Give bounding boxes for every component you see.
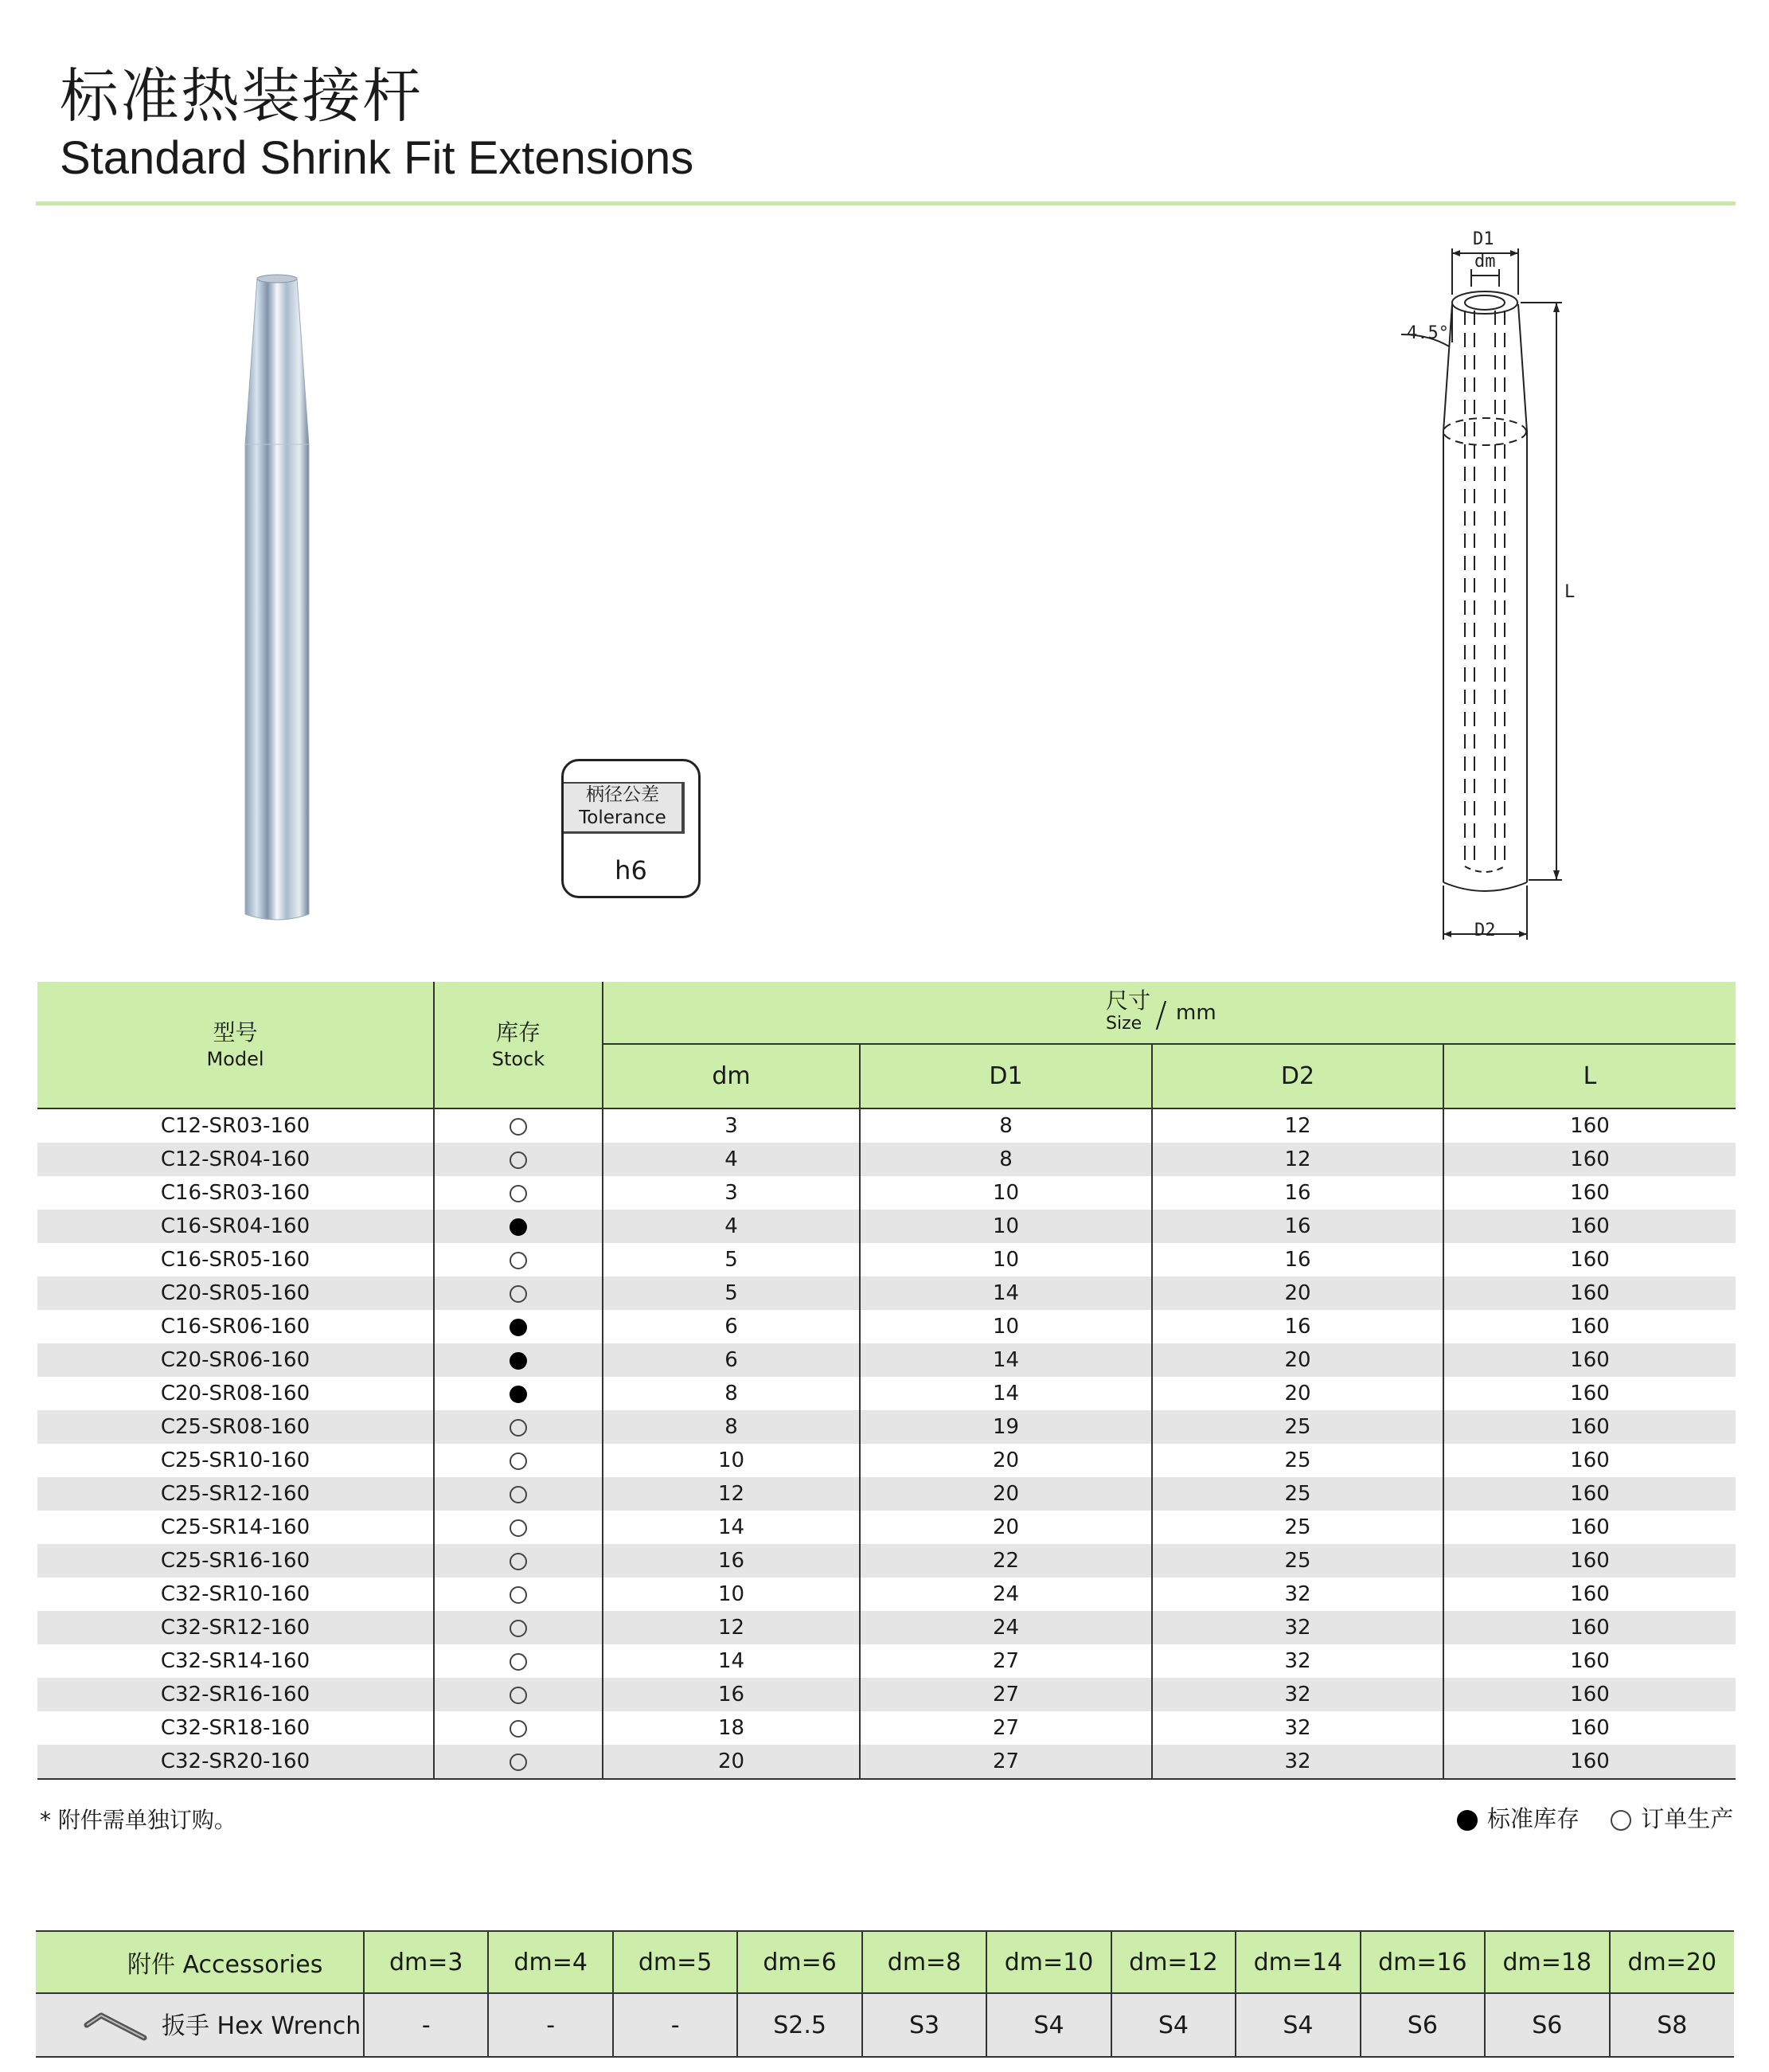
hex-wrench-label-cell [36, 1993, 364, 2057]
stock-cell [434, 1711, 603, 1745]
accessory-value: S4 [1236, 1993, 1360, 2057]
empty-circle-icon [510, 1620, 527, 1637]
stock-cell [434, 1745, 603, 1779]
dm-cell: 16 [603, 1678, 860, 1711]
col-d2: D2 [1152, 1044, 1443, 1108]
accessory-value: - [613, 1993, 737, 2057]
header-stock [434, 982, 603, 1108]
table-row [37, 1276, 1736, 1310]
model-cell: C32-SR14-160 [160, 1649, 310, 1673]
dm-cell: 3 [603, 1108, 860, 1143]
empty-circle-icon [510, 1285, 527, 1303]
model-cell: C20-SR06-160 [37, 1343, 434, 1377]
d2-cell: 25 [1152, 1410, 1443, 1444]
col-dm: dm [603, 1044, 860, 1108]
hex-wrench-label: 扳手 Hex Wrench [162, 2012, 361, 2041]
accessory-col-header: dm=8 [862, 1931, 986, 1993]
d1-cell: 20 [860, 1444, 1152, 1477]
accessory-value: S4 [986, 1993, 1111, 2057]
l-cell: 160 [1443, 1143, 1736, 1176]
dm-cell: 6 [603, 1343, 860, 1377]
table-row [37, 1577, 1736, 1611]
tolerance-box [561, 759, 701, 898]
accessory-col-header: dm=18 [1485, 1931, 1609, 1993]
header-model [37, 982, 434, 1108]
d1-cell: 14 [860, 1377, 1152, 1410]
table-row [37, 1210, 1736, 1243]
legend-order-label: 订单生产 [1641, 1805, 1734, 1832]
legend [1433, 1801, 1733, 1834]
d2-cell: 12 [1152, 1108, 1443, 1143]
empty-circle-icon [510, 1720, 527, 1738]
d1-cell: 27 [860, 1711, 1152, 1745]
stock-cell [434, 1310, 603, 1343]
d1-cell: 14 [860, 1276, 1152, 1310]
l-cell: 160 [1443, 1477, 1736, 1511]
stock-cell [434, 1243, 603, 1276]
stock-cell [434, 1108, 603, 1143]
empty-circle-icon [510, 1486, 527, 1503]
table-row [37, 1410, 1736, 1444]
model-cell: C32-SR16-160 [37, 1678, 434, 1711]
d1-cell: 20 [860, 1511, 1152, 1544]
header-model-en: Model [206, 1048, 264, 1070]
dm-cell: 6 [603, 1310, 860, 1343]
table-row [37, 1544, 1736, 1577]
d2-cell: 16 [1152, 1310, 1443, 1343]
stock-cell [434, 1577, 603, 1611]
d1-cell: 19 [860, 1410, 1152, 1444]
empty-circle-icon [510, 1252, 527, 1269]
d1-cell: 8 [860, 1108, 1152, 1143]
header-size-en: Size [1106, 1013, 1142, 1034]
empty-circle-icon [510, 1553, 527, 1570]
tolerance-label-en: Tolerance [579, 807, 666, 828]
legend-order [1611, 1801, 1733, 1834]
model-cell: C20-SR08-160 [160, 1382, 310, 1405]
l-cell: 160 [1443, 1210, 1736, 1243]
accessory-col-header: dm=10 [986, 1931, 1111, 1993]
model-cell: C25-SR12-160 [37, 1477, 434, 1511]
header-size-unit: mm [1176, 1000, 1216, 1025]
model-cell: C16-SR06-160 [160, 1315, 310, 1339]
filled-circle-icon [1457, 1810, 1478, 1831]
accessory-col-header: dm=5 [613, 1931, 737, 1993]
accessory-value: S8 [1610, 1993, 1734, 2057]
d1-cell: 10 [860, 1310, 1152, 1343]
accessory-col-header: dm=3 [364, 1931, 488, 1993]
empty-circle-icon [510, 1185, 527, 1202]
model-cell: C20-SR05-160 [37, 1276, 434, 1310]
header-size-cn: 尺寸 [1106, 987, 1151, 1014]
d2-cell: 16 [1152, 1176, 1443, 1210]
filled-circle-icon [510, 1319, 527, 1336]
dm-cell: 14 [603, 1511, 860, 1544]
technical-drawing [1385, 231, 1592, 956]
model-cell: C12-SR03-160 [160, 1114, 310, 1138]
model-cell: C12-SR04-160 [37, 1143, 434, 1176]
accessory-col-header: dm=12 [1111, 1931, 1236, 1993]
stock-cell [434, 1544, 603, 1577]
empty-circle-icon [510, 1151, 527, 1169]
label-d2: D2 [1474, 921, 1496, 940]
dm-cell: 5 [603, 1276, 860, 1310]
d2-cell: 16 [1152, 1243, 1443, 1276]
empty-circle-icon [1611, 1810, 1631, 1831]
l-cell: 160 [1443, 1577, 1736, 1611]
accessory-col-header: dm=14 [1236, 1931, 1360, 1993]
table-row [37, 1310, 1736, 1343]
empty-circle-icon [510, 1519, 527, 1537]
footnote: * 附件需单独订购。 [40, 1807, 236, 1833]
header-stock-cn: 库存 [495, 1019, 541, 1046]
stock-cell [434, 1143, 603, 1176]
label-d1: D1 [1473, 231, 1494, 249]
table-row [37, 1511, 1736, 1544]
l-cell: 160 [1443, 1711, 1736, 1745]
l-cell: 160 [1443, 1410, 1736, 1444]
page-title-en: Standard Shrink Fit Extensions [60, 132, 694, 184]
model-cell: C25-SR16-160 [37, 1544, 434, 1577]
stock-cell [434, 1477, 603, 1511]
stock-cell [434, 1210, 603, 1243]
d1-cell: 8 [860, 1143, 1152, 1176]
model-cell: C16-SR04-160 [37, 1210, 434, 1243]
l-cell: 160 [1443, 1343, 1736, 1377]
spec-table [37, 982, 1736, 1780]
d2-cell: 32 [1152, 1577, 1443, 1611]
slash: / [1155, 994, 1167, 1035]
d1-cell: 27 [860, 1644, 1152, 1678]
stock-cell [434, 1511, 603, 1544]
hex-wrench-icon [84, 2011, 150, 2044]
accessory-col-header: dm=20 [1610, 1931, 1734, 1993]
d1-cell: 20 [860, 1477, 1152, 1511]
model-cell: C16-SR03-160 [160, 1181, 310, 1205]
d2-cell: 32 [1152, 1644, 1443, 1678]
d2-cell: 25 [1152, 1444, 1443, 1477]
accessory-col-header: dm=4 [488, 1931, 612, 1993]
dm-cell: 3 [603, 1176, 860, 1210]
accessory-col-header: dm=16 [1361, 1931, 1485, 1993]
stock-cell [434, 1678, 603, 1711]
d1-cell: 10 [860, 1176, 1152, 1210]
empty-circle-icon [510, 1419, 527, 1437]
col-d1: D1 [860, 1044, 1152, 1108]
dm-cell: 8 [603, 1410, 860, 1444]
d2-cell: 12 [1152, 1143, 1443, 1176]
tolerance-value: h6 [615, 855, 647, 885]
l-cell: 160 [1443, 1678, 1736, 1711]
d2-cell: 25 [1152, 1544, 1443, 1577]
filled-circle-icon [510, 1218, 527, 1236]
table-row [37, 1343, 1736, 1377]
l-cell: 160 [1443, 1276, 1736, 1310]
dm-cell: 10 [603, 1577, 860, 1611]
dm-cell: 4 [603, 1143, 860, 1176]
d2-cell: 32 [1152, 1745, 1443, 1779]
d1-cell: 27 [860, 1745, 1152, 1779]
model-cell: C25-SR14-160 [160, 1515, 310, 1539]
d2-cell: 20 [1152, 1276, 1443, 1310]
tolerance-label-cn: 柄径公差 [586, 784, 659, 805]
empty-circle-icon [510, 1452, 527, 1470]
d1-cell: 27 [860, 1678, 1152, 1711]
col-l: L [1443, 1044, 1736, 1108]
stock-cell [434, 1410, 603, 1444]
l-cell: 160 [1443, 1644, 1736, 1678]
label-l: L [1564, 582, 1576, 602]
stock-cell [434, 1644, 603, 1678]
model-cell: C25-SR08-160 [37, 1410, 434, 1444]
l-cell: 160 [1443, 1745, 1736, 1779]
stock-cell [434, 1176, 603, 1210]
title-divider [36, 201, 1736, 205]
d2-cell: 25 [1152, 1511, 1443, 1544]
dm-cell: 10 [603, 1444, 860, 1477]
empty-circle-icon [510, 1586, 527, 1604]
d2-cell: 32 [1152, 1611, 1443, 1644]
dm-cell: 5 [603, 1243, 860, 1276]
table-row [37, 1143, 1736, 1176]
stock-cell [434, 1377, 603, 1410]
d1-cell: 24 [860, 1611, 1152, 1644]
accessory-value: S2.5 [737, 1993, 861, 2057]
label-dm: dm [1474, 252, 1496, 272]
table-row [37, 1745, 1736, 1779]
filled-circle-icon [510, 1386, 527, 1403]
table-row [37, 1477, 1736, 1511]
l-cell: 160 [1443, 1108, 1736, 1143]
table-row [37, 1176, 1736, 1210]
dm-cell: 20 [603, 1745, 860, 1779]
d2-cell: 20 [1152, 1377, 1443, 1410]
page-title-cn: 标准热装接杆 [60, 62, 423, 131]
stock-cell [434, 1611, 603, 1644]
model-cell: C25-SR10-160 [160, 1448, 310, 1472]
dm-cell: 12 [603, 1477, 860, 1511]
dm-cell: 12 [603, 1611, 860, 1644]
table-row [37, 1678, 1736, 1711]
table-row [37, 1377, 1736, 1410]
dm-cell: 14 [603, 1644, 860, 1678]
empty-circle-icon [510, 1687, 527, 1704]
header-size [603, 982, 1736, 1044]
d2-cell: 32 [1152, 1678, 1443, 1711]
dm-cell: 4 [603, 1210, 860, 1243]
model-cell: C32-SR10-160 [160, 1582, 310, 1606]
accessory-value: S4 [1111, 1993, 1236, 2057]
l-cell: 160 [1443, 1176, 1736, 1210]
dm-cell: 18 [603, 1711, 860, 1745]
tolerance-label [564, 782, 685, 834]
dm-cell: 16 [603, 1544, 860, 1577]
accessory-value: - [364, 1993, 488, 2057]
d1-cell: 14 [860, 1343, 1152, 1377]
table-row [37, 1611, 1736, 1644]
l-cell: 160 [1443, 1243, 1736, 1276]
stock-cell [434, 1444, 603, 1477]
l-cell: 160 [1443, 1611, 1736, 1644]
model-cell: C32-SR20-160 [37, 1745, 434, 1779]
accessories-header: 附件 Accessories [36, 1931, 364, 1993]
l-cell: 160 [1443, 1444, 1736, 1477]
stock-cell [434, 1343, 603, 1377]
dm-cell: 8 [603, 1377, 860, 1410]
header-model-cn: 型号 [213, 1019, 258, 1046]
d1-cell: 10 [860, 1243, 1152, 1276]
accessory-value: - [488, 1993, 612, 2057]
l-cell: 160 [1443, 1310, 1736, 1343]
table-row [37, 1444, 1736, 1477]
header-stock-en: Stock [491, 1048, 545, 1070]
stock-cell [434, 1276, 603, 1310]
model-cell: C32-SR18-160 [160, 1716, 310, 1740]
table-row [37, 1108, 1736, 1143]
table-row [37, 1644, 1736, 1678]
d1-cell: 22 [860, 1544, 1152, 1577]
d1-cell: 10 [860, 1210, 1152, 1243]
empty-circle-icon [510, 1118, 527, 1136]
legend-standard-label: 标准库存 [1487, 1805, 1580, 1832]
table-row [37, 1243, 1736, 1276]
table-row [37, 1711, 1736, 1745]
label-angle: 4.5° [1407, 323, 1449, 343]
accessories-table [36, 1930, 1734, 2058]
empty-circle-icon [510, 1653, 527, 1671]
accessory-value: S6 [1361, 1993, 1485, 2057]
d2-cell: 32 [1152, 1711, 1443, 1745]
legend-standard [1457, 1801, 1580, 1834]
d2-cell: 25 [1152, 1477, 1443, 1511]
product-image [231, 271, 318, 924]
filled-circle-icon [510, 1352, 527, 1370]
accessory-value: S3 [862, 1993, 986, 2057]
d2-cell: 16 [1152, 1210, 1443, 1243]
l-cell: 160 [1443, 1511, 1736, 1544]
d2-cell: 20 [1152, 1343, 1443, 1377]
model-cell: C16-SR05-160 [160, 1248, 310, 1272]
l-cell: 160 [1443, 1377, 1736, 1410]
accessory-value: S6 [1485, 1993, 1609, 2057]
model-cell: C32-SR12-160 [37, 1611, 434, 1644]
l-cell: 160 [1443, 1544, 1736, 1577]
d1-cell: 24 [860, 1577, 1152, 1611]
accessory-col-header: dm=6 [737, 1931, 861, 1993]
empty-circle-icon [510, 1753, 527, 1771]
